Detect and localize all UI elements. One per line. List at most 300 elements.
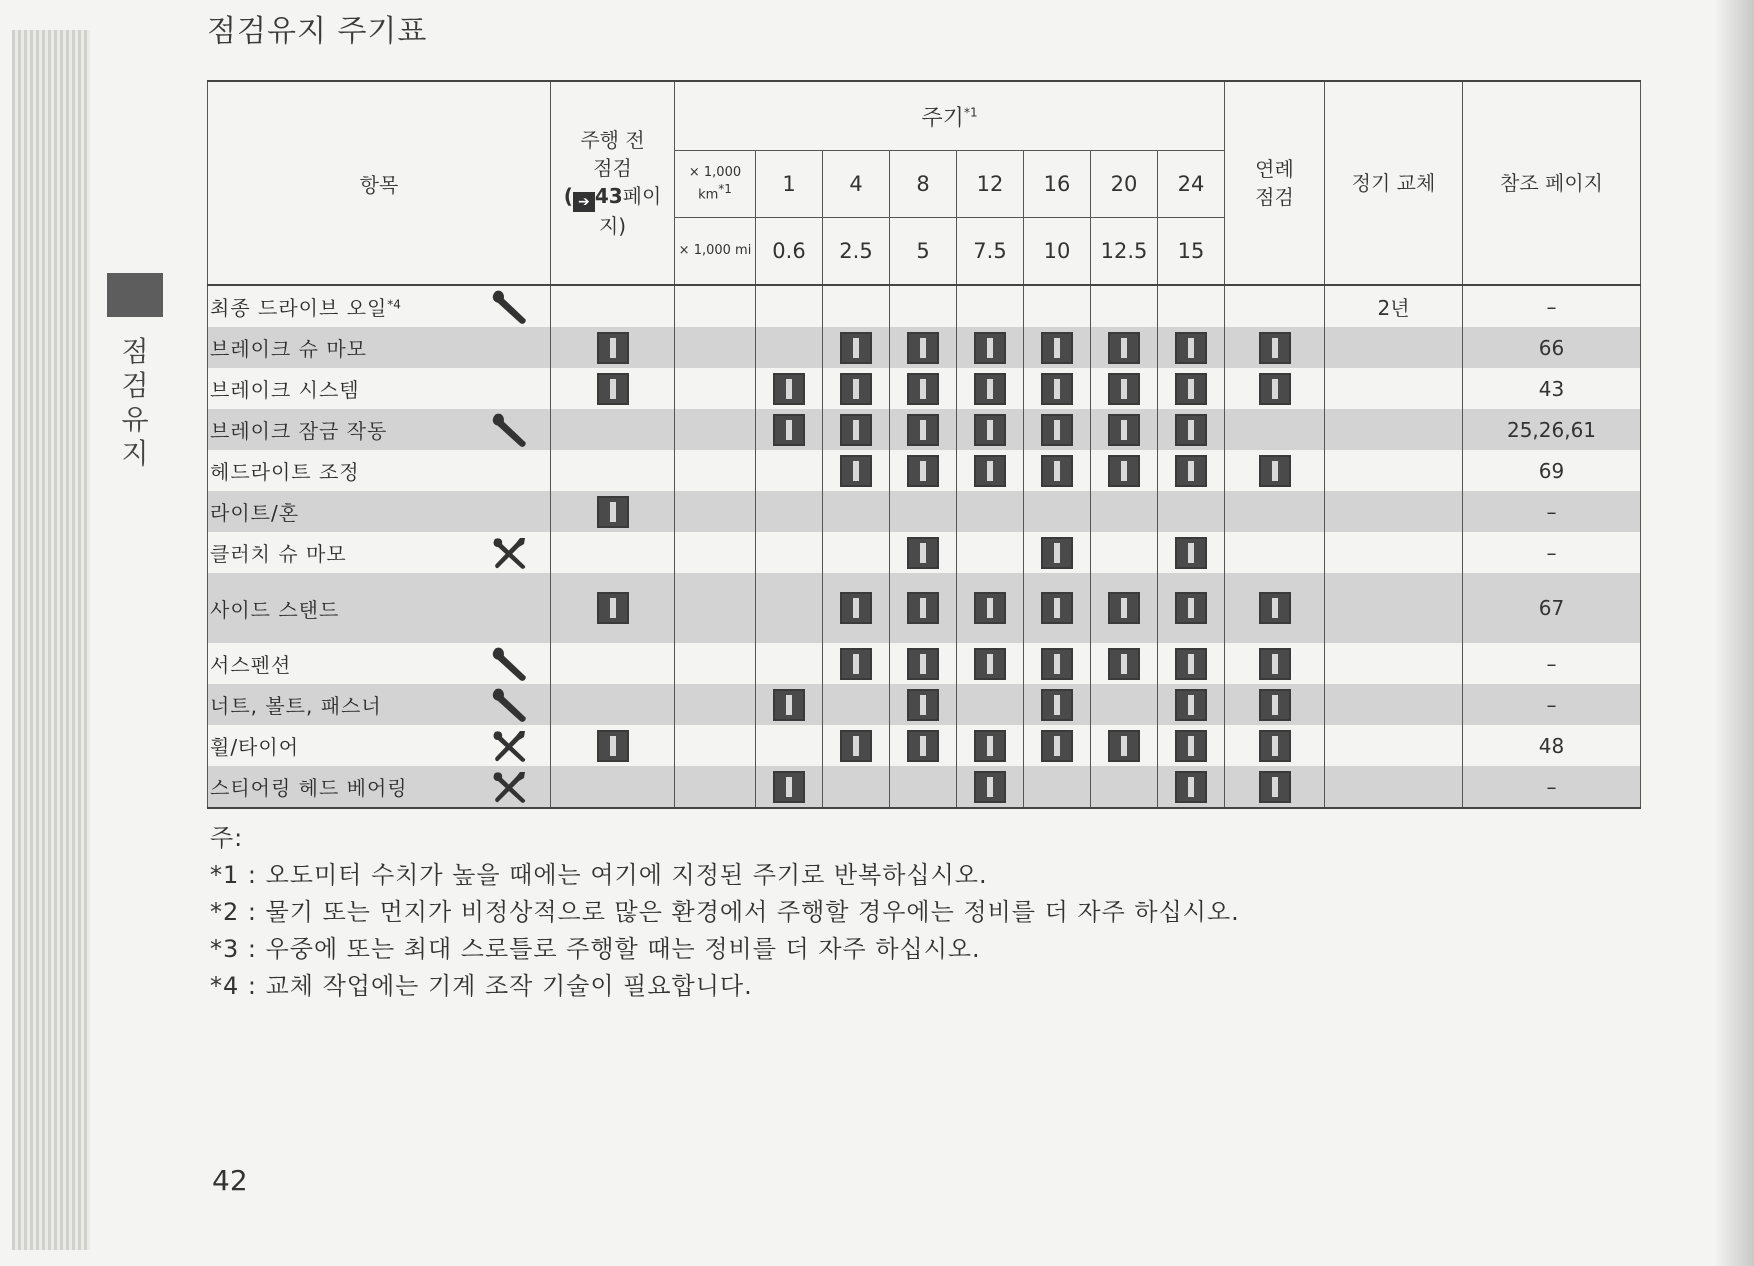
interval-cell-4: [823, 285, 890, 327]
inspect-mark-icon: [1041, 648, 1073, 680]
header-annual-line2: 점검: [1255, 185, 1294, 209]
inspect-mark-icon: [773, 689, 805, 721]
pre-ride-cell: [551, 725, 675, 766]
item-name: 사이드 스탠드: [210, 597, 340, 622]
table-row: [208, 491, 1641, 532]
inspect-mark-icon: [907, 648, 939, 680]
item-name: 라이트/혼: [210, 501, 300, 525]
inspect-mark-icon: [840, 373, 872, 405]
interval-cell-24: [1158, 643, 1225, 684]
item-cell: [208, 368, 551, 409]
interval-cell-16: [1024, 285, 1091, 327]
annual-cell: [1225, 285, 1325, 327]
inspect-mark-icon: [1259, 592, 1291, 624]
annual-cell: [1225, 368, 1325, 409]
page-title: 점검유지 주기표: [207, 14, 428, 49]
unit-cell: [675, 766, 756, 808]
interval-cell-1: [756, 409, 823, 450]
pre-ride-cell: [551, 450, 675, 491]
crossed-tools-icon: [490, 768, 530, 806]
annual-cell: [1225, 766, 1325, 808]
inspect-mark-icon: [974, 414, 1006, 446]
interval-cell-12: [957, 725, 1024, 766]
annual-cell: [1225, 327, 1325, 368]
replace-cell: [1325, 368, 1463, 409]
inspect-mark-icon: [1175, 537, 1207, 569]
item-name: 브레이크 잠금 작동: [210, 419, 388, 443]
inspect-mark-icon: [974, 332, 1006, 364]
header-annual-line1: 연례: [1255, 157, 1294, 181]
unit-cell: [675, 573, 756, 643]
ref-page-word: 페이: [622, 184, 662, 208]
inspect-mark-icon: [1259, 455, 1291, 487]
interval-cell-24: [1158, 725, 1225, 766]
header-pre-ride-line1: 주행 전: [580, 128, 645, 152]
inspect-mark-icon: [907, 689, 939, 721]
inspect-mark-icon: [1108, 373, 1140, 405]
inspect-mark-icon: [974, 455, 1006, 487]
annual-cell: [1225, 684, 1325, 725]
interval-cell-16: [1024, 684, 1091, 725]
reference-page-cell: 67: [1463, 573, 1641, 643]
item-cell: [208, 327, 551, 368]
item-footnote-ref: *4: [387, 297, 401, 312]
inspect-mark-icon: [907, 537, 939, 569]
replace-cell: [1325, 532, 1463, 573]
interval-cell-12: [957, 285, 1024, 327]
interval-mi-15: 15: [1158, 218, 1225, 286]
item-cell: [208, 285, 551, 327]
interval-cell-20: [1091, 491, 1158, 532]
interval-cell-16: [1024, 532, 1091, 573]
unit-cell: [675, 368, 756, 409]
annual-cell: [1225, 491, 1325, 532]
interval-cell-1: [756, 285, 823, 327]
interval-cell-12: [957, 368, 1024, 409]
inspect-mark-icon: [1175, 648, 1207, 680]
annual-cell: [1225, 409, 1325, 450]
page-curl-shadow: [1714, 0, 1754, 1266]
inspect-mark-icon: [1108, 592, 1140, 624]
header-pre-ride-line2: 점검: [593, 156, 632, 180]
interval-km-24: 24: [1158, 151, 1225, 218]
interval-cell-24: [1158, 409, 1225, 450]
interval-mi-5: 5: [890, 218, 957, 286]
interval-km-16: 16: [1024, 151, 1091, 218]
interval-mi-2.5: 2.5: [823, 218, 890, 286]
interval-cell-1: [756, 450, 823, 491]
interval-cell-8: [890, 409, 957, 450]
interval-cell-4: [823, 491, 890, 532]
item-name: 휠/타이어: [210, 735, 300, 759]
item-cell: [208, 450, 551, 491]
interval-cell-8: [890, 684, 957, 725]
reference-page-cell: –: [1463, 643, 1641, 684]
interval-cell-12: [957, 532, 1024, 573]
interval-cell-1: [756, 368, 823, 409]
header-item: [208, 81, 551, 285]
interval-cell-12: [957, 491, 1024, 532]
unit-mi-label: × 1,000 mi: [678, 243, 752, 258]
table-row: [208, 532, 1641, 573]
inspect-mark-icon: [1175, 332, 1207, 364]
inspect-mark-icon: [974, 771, 1006, 803]
ref-open-paren: (: [563, 184, 573, 208]
item-name: 서스펜션: [210, 653, 292, 677]
header-period: [675, 81, 1225, 151]
inspect-mark-icon: [1041, 730, 1073, 762]
interval-cell-8: [890, 643, 957, 684]
footnotes-heading: 주:: [210, 824, 244, 852]
pre-ride-cell: [551, 573, 675, 643]
interval-cell-1: [756, 766, 823, 808]
interval-cell-1: [756, 327, 823, 368]
interval-cell-8: [890, 491, 957, 532]
pre-ride-cell: [551, 368, 675, 409]
interval-cell-24: [1158, 368, 1225, 409]
item-name: 최종 드라이브 오일: [210, 296, 388, 320]
interval-km-4: 4: [823, 151, 890, 218]
interval-cell-16: [1024, 573, 1091, 643]
interval-cell-1: [756, 725, 823, 766]
footnotes: [210, 820, 1240, 1005]
replace-cell: [1325, 409, 1463, 450]
inspect-mark-icon: [1041, 455, 1073, 487]
interval-cell-8: [890, 532, 957, 573]
inspect-mark-icon: [840, 332, 872, 364]
unit-km-note: *1: [718, 181, 732, 196]
page-edge-stack: [12, 30, 90, 1250]
pre-ride-cell: [551, 684, 675, 725]
interval-cell-4: [823, 409, 890, 450]
crossed-tools-icon: [490, 534, 530, 572]
header-replace-label: 정기 교체: [1351, 171, 1436, 195]
footnote-line: *4 : 교체 작업에는 기계 조작 기술이 필요합니다.: [210, 972, 753, 1000]
interval-cell-4: [823, 450, 890, 491]
inspect-mark-icon: [840, 730, 872, 762]
inspect-mark-icon: [773, 414, 805, 446]
inspect-mark-icon: [773, 771, 805, 803]
inspect-mark-icon: [974, 373, 1006, 405]
interval-cell-20: [1091, 450, 1158, 491]
unit-mi: [675, 218, 756, 286]
footnote-line: *1 : 오도미터 수치가 높을 때에는 여기에 지정된 주기로 반복하십시오.: [210, 861, 988, 889]
interval-cell-12: [957, 409, 1024, 450]
replace-cell: [1325, 450, 1463, 491]
item-cell: [208, 684, 551, 725]
maintenance-schedule-table: [207, 80, 1641, 809]
inspect-mark-icon: [1041, 414, 1073, 446]
interval-cell-20: [1091, 285, 1158, 327]
header-regular-replace: [1325, 81, 1463, 285]
inspect-mark-icon: [1041, 332, 1073, 364]
item-cell: [208, 643, 551, 684]
footnote-line: *3 : 우중에 또는 최대 스로틀로 주행할 때는 정비를 더 자주 하십시오.: [210, 935, 981, 963]
pre-ride-cell: [551, 532, 675, 573]
interval-cell-12: [957, 684, 1024, 725]
interval-cell-16: [1024, 450, 1091, 491]
replace-cell: [1325, 573, 1463, 643]
inspect-mark-icon: [974, 648, 1006, 680]
unit-cell: [675, 409, 756, 450]
unit-cell: [675, 491, 756, 532]
item-name: 헤드라이트 조정: [210, 460, 360, 484]
interval-cell-1: [756, 684, 823, 725]
pre-ride-cell: [551, 409, 675, 450]
inspect-mark-icon: [1175, 592, 1207, 624]
interval-cell-24: [1158, 450, 1225, 491]
inspect-mark-icon: [907, 730, 939, 762]
table-row: [208, 725, 1641, 766]
interval-cell-20: [1091, 573, 1158, 643]
item-cell: [208, 532, 551, 573]
interval-cell-8: [890, 327, 957, 368]
interval-cell-8: [890, 725, 957, 766]
table-row: [208, 450, 1641, 491]
table-row: [208, 409, 1641, 450]
inspect-mark-icon: [773, 373, 805, 405]
interval-cell-12: [957, 450, 1024, 491]
inspect-mark-icon: [1108, 455, 1140, 487]
annual-cell: [1225, 532, 1325, 573]
interval-cell-12: [957, 573, 1024, 643]
interval-cell-8: [890, 285, 957, 327]
header-period-note: *1: [963, 105, 978, 120]
interval-cell-1: [756, 491, 823, 532]
chapter-label: 점검유지: [121, 335, 149, 470]
inspect-mark-icon: [1259, 332, 1291, 364]
replace-cell: 2년: [1325, 285, 1463, 327]
inspect-mark-icon: [1175, 730, 1207, 762]
inspect-mark-icon: [1259, 771, 1291, 803]
interval-cell-24: [1158, 573, 1225, 643]
header-pre-ride-check: [551, 81, 675, 285]
inspect-mark-icon: [1259, 373, 1291, 405]
unit-cell: [675, 684, 756, 725]
interval-cell-20: [1091, 643, 1158, 684]
unit-cell: [675, 285, 756, 327]
interval-cell-4: [823, 725, 890, 766]
wrench-icon: [490, 686, 530, 724]
interval-cell-16: [1024, 766, 1091, 808]
interval-cell-12: [957, 643, 1024, 684]
inspect-mark-icon: [1175, 373, 1207, 405]
interval-cell-16: [1024, 491, 1091, 532]
inspect-mark-icon: [840, 648, 872, 680]
replace-cell: [1325, 491, 1463, 532]
annual-cell: [1225, 643, 1325, 684]
annual-cell: [1225, 725, 1325, 766]
pre-ride-cell: [551, 491, 675, 532]
header-period-label: 주기: [921, 105, 964, 131]
reference-page-cell: –: [1463, 491, 1641, 532]
inspect-mark-icon: [1175, 455, 1207, 487]
interval-cell-1: [756, 643, 823, 684]
replace-cell: [1325, 766, 1463, 808]
interval-cell-16: [1024, 725, 1091, 766]
table-row: [208, 327, 1641, 368]
inspect-mark-icon: [597, 730, 629, 762]
interval-cell-24: [1158, 684, 1225, 725]
page-number: 42: [212, 1164, 248, 1197]
interval-cell-4: [823, 684, 890, 725]
replace-cell: [1325, 643, 1463, 684]
interval-cell-8: [890, 573, 957, 643]
inspect-mark-icon: [907, 373, 939, 405]
interval-cell-24: [1158, 491, 1225, 532]
interval-cell-1: [756, 573, 823, 643]
interval-cell-20: [1091, 327, 1158, 368]
interval-cell-20: [1091, 532, 1158, 573]
interval-km-12: 12: [957, 151, 1024, 218]
inspect-mark-icon: [1041, 592, 1073, 624]
annual-cell: [1225, 573, 1325, 643]
interval-cell-20: [1091, 684, 1158, 725]
item-name: 클러치 슈 마모: [210, 542, 347, 566]
pre-ride-cell: [551, 285, 675, 327]
unit-cell: [675, 450, 756, 491]
unit-cell: [675, 725, 756, 766]
item-name: 브레이크 시스템: [210, 378, 360, 402]
interval-cell-16: [1024, 409, 1091, 450]
interval-cell-20: [1091, 725, 1158, 766]
inspect-mark-icon: [1108, 730, 1140, 762]
table-row: [208, 573, 1641, 643]
interval-cell-20: [1091, 368, 1158, 409]
reference-page-cell: 66: [1463, 327, 1641, 368]
reference-page-cell: –: [1463, 684, 1641, 725]
interval-cell-12: [957, 766, 1024, 808]
interval-cell-4: [823, 368, 890, 409]
item-name: 브레이크 슈 마모: [210, 337, 367, 361]
interval-cell-4: [823, 573, 890, 643]
inspect-mark-icon: [1108, 648, 1140, 680]
header-pre-ride-ref: [551, 182, 674, 212]
inspect-mark-icon: [907, 592, 939, 624]
unit-km: [675, 151, 756, 218]
header-reference-page: [1463, 81, 1641, 285]
table-row: [208, 285, 1641, 327]
arrow-right-icon: ➔: [573, 192, 595, 212]
inspect-mark-icon: [1041, 689, 1073, 721]
inspect-mark-icon: [974, 592, 1006, 624]
inspect-mark-icon: [840, 455, 872, 487]
reference-page-cell: 48: [1463, 725, 1641, 766]
header-item-label: 항목: [359, 172, 399, 197]
interval-cell-20: [1091, 409, 1158, 450]
header-ref-label: 참조 페이지: [1500, 171, 1603, 195]
inspect-mark-icon: [907, 455, 939, 487]
inspect-mark-icon: [597, 592, 629, 624]
interval-km-20: 20: [1091, 151, 1158, 218]
inspect-mark-icon: [840, 592, 872, 624]
chapter-tab-marker: [107, 273, 163, 317]
interval-cell-4: [823, 327, 890, 368]
inspect-mark-icon: [1041, 373, 1073, 405]
ref-page-number: 43: [594, 184, 623, 208]
unit-cell: [675, 327, 756, 368]
unit-cell: [675, 643, 756, 684]
inspect-mark-icon: [1108, 414, 1140, 446]
annual-cell: [1225, 450, 1325, 491]
unit-cell: [675, 532, 756, 573]
interval-km-1: 1: [756, 151, 823, 218]
reference-page-cell: –: [1463, 766, 1641, 808]
inspect-mark-icon: [1259, 648, 1291, 680]
interval-mi-0.6: 0.6: [756, 218, 823, 286]
interval-cell-16: [1024, 368, 1091, 409]
reference-page-cell: –: [1463, 285, 1641, 327]
table-row: [208, 684, 1641, 725]
inspect-mark-icon: [1175, 414, 1207, 446]
wrench-icon: [490, 288, 530, 326]
interval-cell-1: [756, 532, 823, 573]
table-row: [208, 643, 1641, 684]
header-annual-check: [1225, 81, 1325, 285]
pre-ride-cell: [551, 643, 675, 684]
table-row: [208, 766, 1641, 808]
interval-cell-24: [1158, 766, 1225, 808]
interval-km-8: 8: [890, 151, 957, 218]
item-cell: [208, 491, 551, 532]
reference-page-cell: 43: [1463, 368, 1641, 409]
interval-cell-24: [1158, 327, 1225, 368]
item-name: 너트, 볼트, 패스너: [210, 694, 382, 718]
interval-cell-16: [1024, 327, 1091, 368]
wrench-icon: [490, 411, 530, 449]
table-row: [208, 368, 1641, 409]
item-name: 스티어링 헤드 베어링: [210, 776, 408, 800]
item-cell: [208, 766, 551, 808]
interval-cell-20: [1091, 766, 1158, 808]
interval-mi-10: 10: [1024, 218, 1091, 286]
interval-cell-4: [823, 643, 890, 684]
inspect-mark-icon: [597, 332, 629, 364]
interval-cell-4: [823, 532, 890, 573]
item-cell: [208, 409, 551, 450]
unit-km-label: × 1,000 km: [688, 164, 742, 203]
footnote-line: *2 : 물기 또는 먼지가 비정상적으로 많은 환경에서 주행할 경우에는 정비를 더 자주 하십시오.: [210, 898, 1240, 926]
inspect-mark-icon: [1259, 730, 1291, 762]
wrench-icon: [490, 645, 530, 683]
inspect-mark-icon: [840, 414, 872, 446]
item-cell: [208, 725, 551, 766]
replace-cell: [1325, 327, 1463, 368]
inspect-mark-icon: [907, 414, 939, 446]
inspect-mark-icon: [907, 332, 939, 364]
interval-cell-16: [1024, 643, 1091, 684]
interval-cell-8: [890, 450, 957, 491]
inspect-mark-icon: [1175, 689, 1207, 721]
interval-cell-8: [890, 368, 957, 409]
reference-page-cell: 69: [1463, 450, 1641, 491]
item-cell: [208, 573, 551, 643]
interval-cell-12: [957, 327, 1024, 368]
interval-cell-24: [1158, 532, 1225, 573]
inspect-mark-icon: [1108, 332, 1140, 364]
reference-page-cell: –: [1463, 532, 1641, 573]
reference-page-cell: 25,26,61: [1463, 409, 1641, 450]
pre-ride-cell: [551, 327, 675, 368]
inspect-mark-icon: [974, 730, 1006, 762]
interval-mi-7.5: 7.5: [957, 218, 1024, 286]
inspect-mark-icon: [597, 496, 629, 528]
interval-mi-12.5: 12.5: [1091, 218, 1158, 286]
pre-ride-cell: [551, 766, 675, 808]
crossed-tools-icon: [490, 727, 530, 765]
inspect-mark-icon: [1041, 537, 1073, 569]
inspect-mark-icon: [1175, 771, 1207, 803]
